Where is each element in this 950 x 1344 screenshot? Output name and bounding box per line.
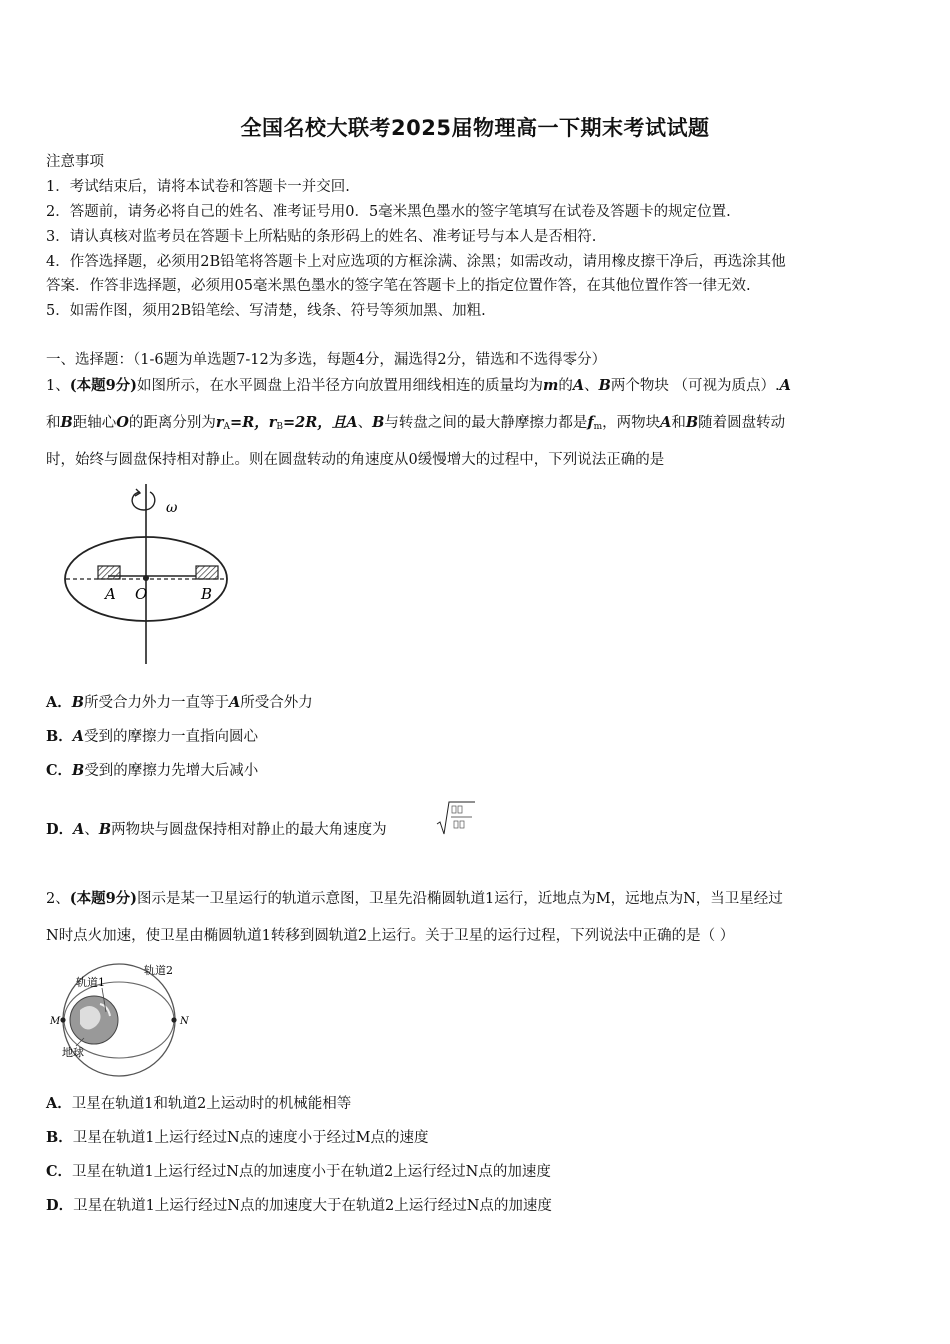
- q2-option-d: D．卫星在轨道1上运行经过N点的加速度大于在轨道2上运行经过N点的加速度: [46, 1197, 552, 1214]
- rotating-disc-figure: [60, 484, 240, 669]
- q1-option-c: C．B受到的摩擦力先增大后减小: [46, 762, 259, 779]
- q1-option-a: A．B所受合力外力一直等于A所受合外力: [46, 694, 313, 711]
- q2-option-a: A．卫星在轨道1和轨道2上运动时的机械能相等: [46, 1095, 352, 1112]
- q2-option-c: C．卫星在轨道1上运行经过N点的加速度小于在轨道2上运行经过N点的加速度: [46, 1163, 551, 1180]
- label-B: B: [201, 585, 213, 603]
- label-O: O: [135, 585, 148, 603]
- q2-option-b: B．卫星在轨道1上运行经过N点的速度小于经过M点的速度: [46, 1129, 429, 1146]
- notice-item: 2．答题前，请务必将自己的姓名、准考证号用0．5毫米黑色墨水的签字笔填写在试卷及答题卡的规定位置.: [46, 204, 731, 220]
- orbit2-label: 轨道2: [144, 964, 173, 977]
- q2-line1: 2、(本题9分)图示是某一卫星运行的轨道示意图，卫星先沿椭圆轨道1运行，近地点为M，远地点为N，当卫星经过: [46, 890, 783, 907]
- omega-label: ω: [166, 500, 178, 516]
- notice-item: 答案．作答非选择题，必须用05毫米黑色墨水的签字笔在答题卡上的指定位置作答，在其他位置作答一律无效.: [46, 278, 751, 294]
- notice-item: 1．考试结束后，请将本试卷和答题卡一并交回.: [46, 179, 350, 195]
- notice-item: 5．如需作图，须用2B铅笔绘、写清楚，线条、符号等须加黑、加粗.: [46, 303, 486, 319]
- notice-item: 3．请认真核对监考员在答题卡上所粘贴的条形码上的姓名、准考证号与本人是否相符.: [46, 229, 597, 245]
- orbit1-label: 轨道1: [76, 976, 105, 989]
- orbit-figure: [44, 960, 194, 1080]
- q1-line2: 和B距轴心O的距离分别为$r_A=R$，$r_B=2R$，且A、B与转盘之间的最大静摩擦力都是$f_m$，两物块A和B随着圆盘转动: [46, 414, 786, 432]
- q1-line1: 1、(本题9分)如图所示，在水平圆盘上沿半径方向放置用细线相连的质量均为m的A、B两个物块 （可视为质点）.A: [46, 377, 791, 394]
- q1-line3: 时，始终与圆盘保持相对静止。则在圆盘转动的角速度从0缓慢增大的过程中，下列说法正确的是: [46, 452, 665, 468]
- notice-heading: 注意事项: [46, 154, 104, 170]
- point-N-label: N: [180, 1016, 189, 1027]
- q2-line2: N时点火加速，使卫星由椭圆轨道1转移到圆轨道2上运行。关于卫星的运行过程，下列说法中正确的是（ ）: [46, 928, 735, 944]
- q1-option-d: D．A、B两物块与圆盘保持相对静止的最大角速度为: [46, 821, 387, 838]
- q1-option-b: B．A受到的摩擦力一直指向圆心: [46, 728, 259, 745]
- label-A: A: [105, 585, 116, 603]
- earth-label: 地球: [62, 1046, 84, 1059]
- sqrt-formula: [436, 800, 476, 838]
- notice-item: 4．作答选择题，必须用2B铅笔将答题卡上对应选项的方框涂满、涂黑；如需改动，请用橡皮擦干净后，再选涂其他: [46, 254, 786, 270]
- page-title: 全国名校大联考2025届物理高一下期末考试试题: [240, 116, 710, 140]
- point-M-label: M: [50, 1016, 61, 1027]
- section-heading: 一、选择题：（1-6题为单选题7-12为多选，每题4分，漏选得2分，错选和不选得零分）: [46, 352, 607, 368]
